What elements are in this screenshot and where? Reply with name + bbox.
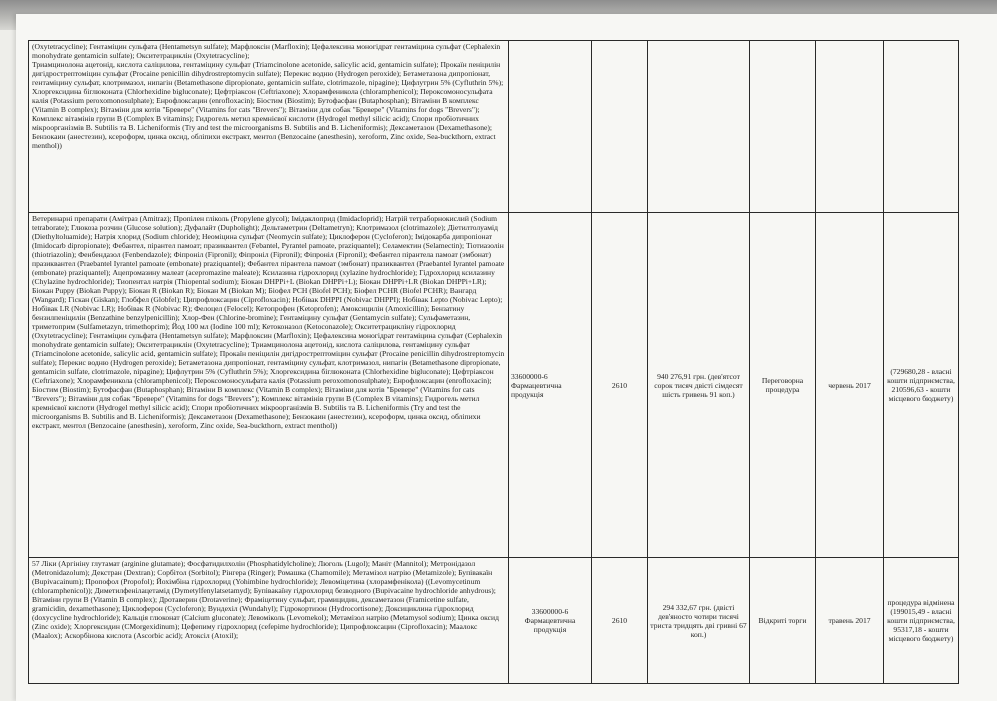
date-cell <box>816 41 884 213</box>
cpv-code-cell <box>509 558 592 684</box>
cpv-code: 33600000-6 Фармацевтична продукція <box>524 607 576 634</box>
table-row <box>29 213 959 558</box>
item-description-cell <box>29 213 509 558</box>
note-cell <box>884 41 959 213</box>
note-cell <box>884 213 959 558</box>
procurement-start-date: травень 2017 <box>828 616 871 625</box>
procurement-plan-table <box>28 40 959 684</box>
date-cell <box>816 558 884 684</box>
kekv-cell <box>592 558 648 684</box>
kekv-code: 2610 <box>611 380 628 390</box>
procurement-start-date: червень 2017 <box>828 380 871 390</box>
item-description-cell <box>29 41 509 213</box>
table-row <box>29 41 959 213</box>
note-cell <box>884 558 959 684</box>
item-description-cell <box>29 558 509 684</box>
amount-cell <box>648 213 750 558</box>
kekv-cell <box>592 213 648 558</box>
kekv-cell <box>592 41 648 213</box>
note: (729680,28 - власні кошти підприємства, 210596,63 - кошти місцевого бюджету) <box>887 367 955 403</box>
amount-cell <box>648 558 750 684</box>
procurement-procedure: Переговорна процедура <box>761 376 804 394</box>
procurement-procedure: Відкриті торги <box>758 616 807 625</box>
kekv-code: 2610 <box>611 616 628 625</box>
item-description: 57 Ліки (Аргініну глутамат (arginine glutamate); Фосфатидилхолін (Phosphatidylcholine); Люголь (Lugol); Маніт (Mannitol); Метронідазол (Metronidazolum); Декстран (Dextran); Сорбітол (Sorbitol); Рінгера (Ringer); Ромашка (Chamomile); Метамізол натрію (Metamizole); Бупівакаїн (Bupivacainum); Пропофол (Propofol); Йохімбіна гідрохлорид (Yohimbine hydrochloride); Левоміцетина (хлорамфеніколa) ((Levomycetinum (chloramphenicol)); Диметилфенілацетамід (Dymetylfenylatsetamyd); Бупівакаїну гідрохлорид безводного (Bupivacaine hydrochloride anhydrous); Вітаміни групи В (Vitamin B complex); Дротаверин (Drotaverine); Фраміцетину сульфат, грамицидин, дексаметазон (Framicetine sulfate, gramicidin, dexamethasone); Циклоферон (Cycloferon); Вундехіл (Wundahyl); Гідрокортизон (Hydrocortisone); Доксициклина гідрохлорид (doxycycline hydrochloride); Кальція глюконат (Calcium gluconate); Левоміколь (Levomekol); Метамізол натрію (Metamysol sodium); Цинка оксид (Zinc oxide); Хлоргексидин (CMorgexidinum); Цефепиму гідрохлорид (cefepime hydrochloride); Ципрофлоксацин (Ciprofloxacin); Маалокс (Maalox); Аскорбінова кислота (Ascorbic acid); Атоксіл (Atoxil); <box>32 559 499 640</box>
cpv-code-cell <box>509 41 592 213</box>
item-description: (Oxytetracycline); Гентаміцин сульфата (Hentametsyn sulfate); Марфлоксін (Marfloxin); Цефалексина моногідрат гентаміцина сульфат (Cephalexin monohydrate gentamicin sulfate); Окситетрациклін (Oxytetracycline); Триамцинолона ацетонід, кислота саліцилова, гентаміцину сульфат (Triamcinolone acetonide, salicylic acid, gentamicin sulfate); Прокаїн пеніцилін дигідрострептоміцин сульфат (Procaine penicillin dihydrostreptomycin sulfate); Перекис водню (Hydrogen peroxide); Бетаметазона дипропіонат, гентаміцину сульфат, клотримазол, нипагін (Betamethasone dipropionate, gentamicin sulfate, clotrimazole, nipagine); Цифлутрин 5% (Cyfluthrin 5%); Хлоргексидина біглюконата (Chlorhexidine bigluconate); Цефтріаксон (Ceftriaxone); Хлорамфеникола (chloramphenicol); Пероксомоносульфата калія (Potassium peroxomonosulphate); Енрофлоксацин (enrofloxacin); Біостим (Biostim); Бутофасфан (Butaphosphan); Вітаміни В комплекс (Vitamin B complex); Вітаміни для котів "Бревере" (Vitamins for cats "Brevers"); Вітаміни для собак "Бревере" (Vitamins for dogs "Brevers"); Комплекс вітамінів групи В (Complex B vitamins); Гидрогель метил кремнієвої кислоти (Hydrogel methyl silicic acid); Спори пробіотичних мікроорганізмів B. Subtilis та B. Licheniformis (Try and test the microorganisms B. Subtilis and B. Licheniformis); Дексаметазон (Dexamethasone); Бензокаин (анестезин), ксероформ, цинка оксид, обліпихи екстракт, ментол (Benzocaine (anesthesin), xeroform, Zinc oxide, Sea-buckthorn, extract menthol)) <box>32 42 504 150</box>
expected-amount: 294 332,67 грн. (двісті дев'яносто чотири тисячі триста тридцять дві гривні 67 коп.) <box>650 602 747 639</box>
cpv-code: 33600000-6 Фармацевтична продукція <box>511 371 562 399</box>
procedure-cell <box>750 213 816 558</box>
expected-amount: 940 276,91 грн. (дев'ятсот сорок тисяч двісті сімдесят шість гривень 91 коп.) <box>654 371 743 399</box>
cpv-code-cell <box>509 213 592 558</box>
procedure-cell <box>750 41 816 213</box>
item-description: Ветеринарні препарати (Амітраз (Amitraz); Пропілен гліколь (Propylene glycol); Імідаклоприд (Imidacloprid); Натрій тетраборнокислий (Sodium tetraborate); Глюкоза розчин (Glucose solution); Дуфалайт (Dupholight); Дельтаметрин (Deltametryn); Клотримазол (clotrimazole); Діетилтолуамід (Diethyltoluamide); Натрія хлорид (Sodium chloride); Неоміцина сульфат (Neomycin sulfate); Циклоферон (Cycloferon); Імідокарба дипропіонат (Imidocarb dipropionate); Фебантел, пірантел памоат; празиквантел (Febantel, Pyrantel pamoate, praziquantel); Селамектин (Selamectin); Тіотиазолін (thiotriazolin); Фенбендазол (Fenbendazole); Фіпроніл (Fipronil); Фіпроніл (Fipronil); Фіпроніл (Fipronil); Фебантел пірантела памоат (эмбонат) празиквантел (Praebantel Iyrantel pamoate (embonate) praziquantel); Фебантел пірантела памоат (эмбонат) празиквантел (Praebantel Iyrantel pamoate (embonate) praziquantel); Ацепромазину малеат (acepromazine maleate); Ксилазина гідрохлорид (xylazine hydrochloride); Гідрохлорид ксилазину (Chylazine hydrochloride); Тиопентал натрія (Thiopental sodium); Біокан DHPPi+L (Biokan DHPPi+L); Біокан DHPPi+LR (Biokan DHPPi+LR); Біокан Puppy (Biokan Puppy); Біокан R (Biokan R); Біокан M (Biokan M); Біофел PCH (Biofel PCH); Біофел PCHR (Biofel PCHR); Вангард (Wangard); Гіскан (Giskan); Глобфел (Globfel); Ципрофлоксацин (Ciprofloxacin); Нобівак DHPPI (Nobivac DHPPI); Нобівак Lepto (Nobivac Lepto); Нобівак LR (Nobivac LR); Нобівак R (Nobivac R); Фелоцел (Felocel); Кетопрофен (Ketoprofen); Амоксицилін (Amoxicillin); Бензатину бензилпеніцилін (Benzathine benzylpenicillin); Хлор-Фен (Chlorine-bromine); Гентаміцину сульфат (Gentamycin sulfate); Сульфаметазин, триметоприм (Sulfametazyn, trimethoprim); Йод 100 мл (Iodine 100 ml); Кетоконазол (Ketoconazole); Окситетрацикліну гідрохлорид (Oxytetracycline); Гентаміцин сульфата (Hentametsyn sulfate); Марфлоксин (Marfloxin); Цефалексина моногідрат гентаміцина сульфат (Cephalexin monohydrate gentamicin sulfate); Окситетрациклін (Oxytetracycline); Триамцинолона ацетонід, кислота саліцилова, гентаміцину сульфат (Triamcinolone acetonide, salicylic acid, gentamicin sulfate); Прокаїн пеніцилін дигідрострептоміцин сульфат (Procaine penicillin dihydrostreptomycin sulfate); Перекис водню (Hydrogen peroxide); Бетаметазона дипропіонат, гентаміцину сульфат, клотримазол, нипагін (Betamethasone dipropionate, gentamicin sulfate, clotrimazole, nipagine); Цифлутрин 5% (Cyfluthrin 5%); Хлоргексидина біглюконата (Chlorhexidine bigluconate); Цефтріаксон (Ceftriaxone); Хлорамфеникола (chloramphenicol); Пероксомоносульфата калія (Potassium peroxomonosulphate); Енрофлоксацин (enrofloxacin); Біостим (Biostim); Бутофасфан (Butaphosphan); Вітаміни В комплекс (Vitamin B complex); Вітаміни для котів "Бревере" (Vitamins for cats "Brevers"); Вітаміни для собак "Бревере" (Vitamins for dogs "Brevers"); Комплекс вітамінів групи В (Complex B vitamins); Гидрогель метил кремнієвої кислоти (Hydrogel methyl silicic acid); Спори пробіотичних мікроорганізмів B. Subtilis та B. Licheniformis (Try and test the microorganisms B. Subtilis and B. Licheniformis); Дексаметазон (Dexamethasone); Бензокаин (анестезин), ксероформ, цинка оксид, обліпихи екстракт, ментол (Benzocaine (anesthesin), xeroform, Zinc oxide, Sea-buckthorn, extract menthol)) <box>32 214 505 430</box>
procedure-cell <box>750 558 816 684</box>
date-cell <box>816 213 884 558</box>
amount-cell <box>648 41 750 213</box>
note: процедура відмінена (199015,49 - власні кошти підприємства, 95317,18 - кошти місцевого бюджету) <box>887 598 955 643</box>
table-row <box>29 558 959 684</box>
